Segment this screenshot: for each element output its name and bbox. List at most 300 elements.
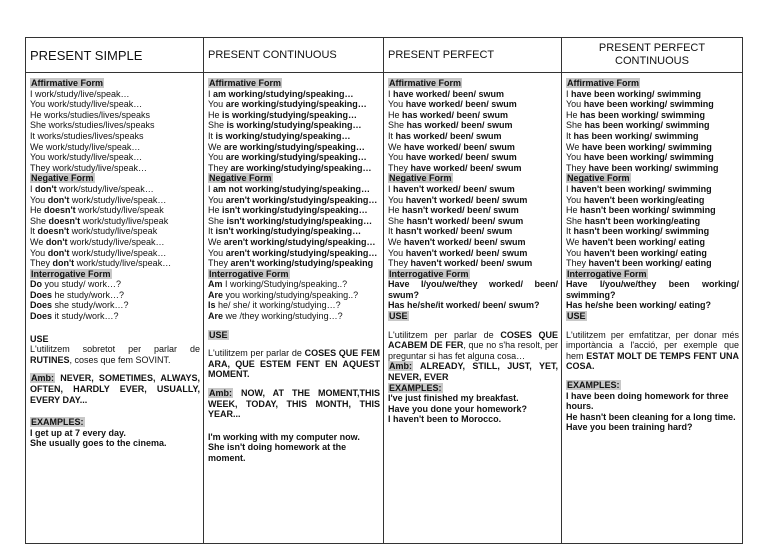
negative-line-part: don't [47,247,70,258]
interrogative-line [30,300,200,311]
affirmative-form-label-text: Affirmative Form [567,78,640,88]
negative-line-part: aren't working/studying/speaking… [225,247,378,258]
interrogative-form-label [388,269,558,280]
negative-line-part: I [388,183,394,194]
use-label: USE [30,333,49,344]
header-present-perfect: PRESENT PERFECT [384,38,562,73]
affirmative-line-part: have been [571,88,616,99]
affirmative-line [208,110,380,121]
example-text: He hasn't been cleaning for a long time. [566,411,736,422]
negative-line-part: You [208,194,226,205]
affirmative-line-part: You [388,99,406,110]
negative-line-part: He [566,205,581,216]
header-present-perfect-continuous: PRESENT PERFECT CONTINUOUS [562,38,743,73]
affirmative-line-part: I [388,88,394,99]
interrogative-form-label [30,269,200,280]
negative-line-part: aren't working/studying/speaking… [225,194,378,205]
interrogative-line-part: Does [30,300,53,311]
negative-line-part: worked/ been/ swum [441,258,533,269]
affirmative-line-part: She [208,120,227,131]
negative-line-part: You [388,194,406,205]
negative-line-part: working/ eating [643,258,712,269]
affirmative-line-part: has [402,109,418,120]
use-paragraph [208,348,380,380]
negative-line [208,205,380,216]
interrogative-line [208,311,380,322]
negative-line-part: worked/ been/ swum [428,205,519,216]
negative-line-part: He [30,205,45,216]
affirmative-line-part: I [566,88,572,99]
interrogative-line-part: been [668,279,690,290]
affirmative-line [566,142,739,153]
negative-form-label-text: Negative Form [31,173,94,184]
example-text: I haven't been to Morocco. [388,414,502,425]
negative-line [208,184,380,195]
interrogative-line-part: Are [208,311,224,322]
affirmative-line: You work/study/live/speak… [30,152,143,163]
negative-line-part: haven't [393,183,425,194]
affirmative-line [566,89,739,100]
example-sentence [388,393,558,404]
use-label: USE [567,311,586,322]
use-paragraph-bold: COSES QUE FEM ARA, QUE ESTEM FENT EN AQUEST MOMENT. [208,348,380,380]
examples-heading [30,417,200,428]
example-text: I'm working with my computer now. [208,431,360,442]
affirmative-line-part: We [388,141,404,152]
affirmative-line: We work/study/live/speak… [30,141,141,152]
negative-line-part: haven't been [583,247,639,258]
affirmative-line: They work/study/live/speak… [30,162,148,173]
negative-form-label [208,173,380,184]
affirmative-line [388,99,558,110]
affirmative-line [566,131,739,142]
affirmative-line: You work/study/live/speak… [30,99,143,110]
amb-words: NEVER, SOMETIMES, ALWAYS, OFTEN, HARDLY EVER, USUALLY, EVERY DAY... [30,373,200,405]
use-paragraph [388,330,558,362]
header-present-simple: PRESENT SIMPLE [26,38,204,73]
affirmative-line-part: is working/studying/speaking… [215,130,351,141]
negative-line [566,216,739,227]
negative-line-part: haven't [405,247,437,258]
negative-line [30,258,200,269]
affirmative-line [208,142,380,153]
negative-line [208,248,380,259]
negative-line-part: It [388,226,396,237]
interrogative-line-part: he/she [582,300,617,311]
use-paragraph [566,330,739,372]
negative-line-part: I [30,183,36,194]
spacer [388,322,558,330]
examples-label: EXAMPLES: [567,380,620,391]
affirmative-line-part: worked/ been/ swum [417,109,509,120]
affirmative-line [208,163,380,174]
negative-line [388,205,558,216]
negative-line [208,216,380,227]
interrogative-line-part: I/you/we/they worked/ been/ swum? [388,279,558,300]
use-paragraph-text: L'utilitzem per parlar de [208,348,305,359]
example-sentence [30,438,200,449]
interrogative-line-part: Is [208,300,216,311]
negative-line-part: hasn't [406,215,433,226]
affirmative-line-part: He [208,109,223,120]
affirmative-line-part: has been [580,109,620,120]
affirmative-line-part: You [566,99,584,110]
negative-line-part: She [208,215,227,226]
negative-line-part: isn't working/studying/speaking… [215,226,362,237]
interrogative-line-part: Have [388,279,410,290]
negative-line-part: worked/ been/ swum [436,247,528,258]
interrogative-line [388,279,558,300]
example-text: She isn't doing homework at the moment. [208,442,347,463]
use-paragraph-bold: COSES QUE ACABEM DE FER [388,329,558,351]
negative-line-part: working/ swimming [623,226,710,237]
affirmative-line-part: They [208,162,231,173]
affirmative-line [388,152,558,163]
example-text: She usually goes to the cinema. [30,438,167,449]
affirmative-line-part: is working/studying/speaking… [222,109,358,120]
affirmative-line: It works/studies/lives/speaks [30,130,144,141]
negative-line [30,226,200,237]
example-sentence [208,442,380,463]
interrogative-line [566,279,739,300]
spacer [566,372,739,380]
affirmative-line-part: She [388,120,407,131]
affirmative-line [208,152,380,163]
negative-line [388,258,558,269]
negative-line [388,237,558,248]
interrogative-line-part: he/she/it worked/ been/ swum? [404,300,540,311]
negative-line-part: worked/ been/ swum [424,183,515,194]
negative-line-part: don't [47,194,70,205]
interrogative-line-part: Does [30,311,53,322]
affirmative-form-label-text: Affirmative Form [209,78,282,88]
amb-label: Amb: [209,388,232,399]
affirmative-line-part: It [208,130,216,141]
amb-label: Amb: [31,373,54,384]
present-perfect-continuous-column [562,73,743,544]
spacer [30,322,200,334]
affirmative-line-part: We [566,141,582,152]
interrogative-form-label-text: Interrogative Form [31,268,111,279]
use-paragraph-bold: ESTAT MOLT DE TEMPS FENT UNA COSA. [566,350,740,372]
affirmative-line-part: working/ swimming [623,120,710,131]
affirmative-line-part: You [208,99,226,110]
negative-line [208,237,380,248]
affirmative-line [388,142,558,153]
negative-line-part: hasn't been [580,205,630,216]
affirmative-line-part: worked/ been/ swum [426,152,517,163]
examples-label: EXAMPLES: [389,382,442,393]
examples-label: EXAMPLES: [31,417,84,428]
negative-line [388,195,558,206]
negative-form-label-text: Negative Form [209,173,272,184]
amb-label: Amb: [389,361,412,372]
interrogative-line [30,311,200,322]
affirmative-line-part: have [393,88,414,99]
affirmative-line [208,89,380,100]
affirmative-line-part: have been [581,141,626,152]
example-sentence [208,432,380,443]
interrogative-line [30,290,200,301]
negative-line-part: working/ eating [638,247,707,258]
negative-line-part: You [30,247,48,258]
affirmative-line [388,120,558,131]
negative-line-part: worked/ been/ swum [432,215,524,226]
negative-line-part: It [208,226,216,237]
use-paragraph [30,344,200,365]
negative-line-part: don't [35,183,57,194]
negative-line-part: It [30,226,38,237]
use-paragraph-tail: , coses que fem SOVINT. [69,354,171,365]
spacer [566,322,739,330]
interrogative-line-part: been [616,300,638,311]
negative-line [388,184,558,195]
spacer [208,420,380,432]
use-paragraph-text: L'utilitzem per parlar de [388,329,501,340]
affirmative-line-part: are working/studying/speaking… [225,152,367,163]
interrogative-line-part: he/ she/ it working/studying…? [215,300,341,311]
interrogative-line-part: you study/ work…? [42,279,122,290]
interrogative-line [208,290,380,301]
negative-line-part: You [208,247,226,258]
interrogative-line-part: he study/work…? [52,289,125,300]
use-heading [566,311,739,322]
negative-line [30,205,200,216]
negative-line-part: He [208,205,223,216]
amb-paragraph [388,361,558,382]
affirmative-line: He works/studies/lives/speaks [30,109,151,120]
amb-paragraph [30,373,200,405]
affirmative-line-part: have been [588,162,633,173]
negative-line-part: We [208,236,224,247]
affirmative-line-part: worked/ been/ swum [426,99,517,110]
negative-line-part: You [566,247,584,258]
interrogative-line-part: Does [30,289,53,300]
use-label: USE [389,311,408,322]
interrogative-line-part: you working/studying/speaking..? [223,289,359,300]
interrogative-line-part: Has [566,300,583,311]
negative-line-part: haven't [405,194,437,205]
interrogative-line-part: working/ eating? [637,300,712,311]
negative-line [30,195,200,206]
negative-line-part: hasn't [395,226,422,237]
negative-line-part: isn't working/studying/speaking… [222,205,368,216]
affirmative-form-label [30,78,200,89]
negative-line-part: You [30,194,48,205]
affirmative-line [208,120,380,131]
spacer [30,405,200,417]
negative-line-part: worked/ been/ swum [436,194,528,205]
negative-line-part: don't [52,258,75,269]
example-sentence [566,422,739,433]
interrogative-line-part: Have [566,279,588,290]
negative-line-part: working/ swimming [625,183,712,194]
affirmative-line-part: working/ swimming [632,162,719,173]
negative-form-label [388,173,558,184]
affirmative-line [566,163,739,174]
affirmative-line-part: are working/studying/speaking… [223,141,365,152]
affirmative-line-part: working/ swimming [627,152,714,163]
negative-line [388,248,558,259]
negative-line [566,195,739,206]
affirmative-line [566,152,739,163]
affirmative-line-part: It [566,130,574,141]
example-sentence [388,414,558,425]
affirmative-line-part: has [395,130,412,141]
negative-line-part: doesn't [44,205,76,216]
negative-line-part: hasn't been [584,215,635,226]
negative-line-part: haven't been [571,183,626,194]
affirmative-line [388,131,558,142]
affirmative-form-label [388,78,558,89]
negative-line-part: working/ swimming [629,205,716,216]
tenses-table [25,37,743,544]
negative-line-part: working/eating [634,215,701,226]
affirmative-line [388,89,558,100]
affirmative-line-part: am working/studying/speaking… [213,88,354,99]
negative-line-part: hasn't [402,205,429,216]
interrogative-form-label [208,269,380,280]
negative-line [566,184,739,195]
negative-line-part: working/ eating [636,236,706,247]
affirmative-line-part: have [403,141,425,152]
use-heading [388,311,558,322]
interrogative-line-part: Has [388,300,405,311]
negative-line [566,248,739,259]
affirmative-form-label [566,78,739,89]
interrogative-line-part: I/you/we/they [587,279,669,290]
affirmative-line-part: worked/ been/ swum [422,120,513,131]
amb-words: ALREADY, STILL, JUST, YET, NEVER, EVER [388,361,558,383]
amb-words: NOW, AT THE MOMENT,THIS WEEK, TODAY, THIS MONTH, THIS YEAR... [208,388,380,420]
present-perfect-column [384,73,562,544]
amb-paragraph [208,388,380,420]
affirmative-line-part: has been [584,120,624,131]
interrogative-line [566,300,739,311]
body-row [26,73,743,544]
affirmative-line-part: They [388,162,411,173]
negative-line-part: work/study/live/speak [80,215,169,226]
negative-line-part: You [388,247,406,258]
example-sentence [566,412,739,423]
affirmative-line-part: have been [583,152,628,163]
negative-line-part: isn't working/studying/speaking… [226,215,373,226]
negative-line [566,258,739,269]
example-text: I've just finished my breakfast. [388,393,519,404]
interrogative-form-label-text: Interrogative Form [567,268,647,279]
affirmative-line-part: is working/studying/speaking… [226,120,362,131]
negative-line-part: haven't been [583,194,639,205]
present-simple-column [26,73,204,544]
negative-line-part: They [388,258,411,269]
negative-line-part: aren't working/studying/speaking… [223,236,376,247]
affirmative-line-part: have [405,99,427,110]
affirmative-line-part: She [566,120,585,131]
negative-line [566,237,739,248]
affirmative-line: She works/studies/lives/speaks [30,120,155,131]
negative-line-part: work/study/live/speak [69,226,158,237]
negative-line-part: We [388,236,404,247]
negative-line-part: They [30,258,53,269]
affirmative-line [388,110,558,121]
present-continuous-column [204,73,384,544]
negative-line-part: You [566,194,584,205]
spacer [208,340,380,348]
negative-line [208,258,380,269]
negative-line-part: working/eating [638,194,705,205]
affirmative-line-part: worked/ been/ swum [411,130,502,141]
affirmative-line-part: working/ swimming [615,88,702,99]
use-paragraph-bold: RUTINES [30,354,70,365]
interrogative-line [208,279,380,290]
negative-line-part: haven't been [588,258,644,269]
negative-line-part: We [566,236,582,247]
negative-form-label-text: Negative Form [567,173,630,184]
examples-heading [566,380,739,391]
negative-form-label [566,173,739,184]
example-sentence [388,404,558,415]
negative-line-part: We [30,236,46,247]
affirmative-line [208,99,380,110]
affirmative-line-part: worked/ been/ swum [413,88,505,99]
negative-form-label [30,173,200,184]
affirmative-line-part: have [410,162,432,173]
affirmative-line [566,120,739,131]
affirmative-line-part: working/ swimming [619,109,706,120]
example-text: Have you been training hard? [566,422,693,433]
interrogative-form-label [566,269,739,280]
negative-line-part: He [388,205,403,216]
negative-line-part: worked/ been/ swum [421,226,513,237]
negative-line-part: hasn't been [573,226,624,237]
negative-line-part: am not working/studying/speaking… [213,183,371,194]
affirmative-line [566,99,739,110]
affirmative-line-part: working/ swimming [627,99,714,110]
affirmative-line-part: working/ swimming [612,130,699,141]
affirmative-line [208,131,380,142]
negative-form-label-text: Negative Form [389,173,452,184]
interrogative-line-part: it study/work…? [52,311,119,322]
interrogative-form-label-text: Interrogative Form [209,268,289,279]
spacer [30,365,200,373]
example-sentence [30,428,200,439]
negative-line-part: She [566,215,585,226]
spacer [208,322,380,330]
negative-line-part: doesn't [37,226,70,237]
use-paragraph-text: L'utilitzem per emfatitzar, per donar més importància a l'acció, per exemple que hem [566,329,739,361]
affirmative-line-part: have been [583,99,628,110]
affirmative-line-part: working/ swimming [625,141,712,152]
affirmative-line-part: I [208,88,214,99]
negative-line [30,237,200,248]
affirmative-line-part: worked/ been/ swum [424,141,515,152]
negative-line-part: work/study/live/speak… [56,183,154,194]
negative-line-part: She [388,215,407,226]
interrogative-line-part: Are [208,289,224,300]
example-sentence [566,391,739,412]
affirmative-line-part: have [405,152,427,163]
negative-line-part: aren't working/studying/speaking [230,258,374,269]
affirmative-line-part: It [388,130,396,141]
interrogative-line-part: I working/Studying/speaking..? [222,279,348,290]
negative-line [30,184,200,195]
negative-line [208,195,380,206]
use-heading [30,334,200,345]
negative-line-part: don't [45,236,68,247]
example-text: I have been doing homework for three hours. [566,390,729,412]
spacer [208,380,380,388]
example-text: Have you done your homework? [388,403,528,414]
